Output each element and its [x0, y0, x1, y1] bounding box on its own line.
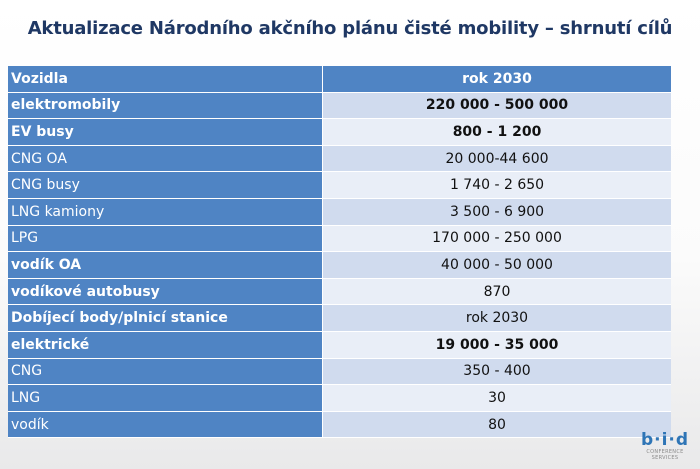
header-year: rok 2030 [323, 66, 672, 92]
row-label: LNG kamiony [8, 198, 323, 225]
targets-table [8, 66, 671, 438]
row-label: EV busy [8, 119, 323, 146]
table-row [8, 278, 671, 305]
bid-logo [638, 431, 692, 461]
row-label: elektrické [8, 331, 323, 358]
table-row [8, 358, 671, 385]
row-value: 220 000 - 500 000 [323, 92, 672, 119]
header-vehicles: Vozidla [8, 66, 323, 92]
table-row [8, 252, 671, 279]
row-label: CNG [8, 358, 323, 385]
table-row [8, 331, 671, 358]
row-value: 870 [323, 278, 672, 305]
table-row [8, 92, 671, 119]
row-label: CNG busy [8, 172, 323, 199]
row-value: rok 2030 [323, 305, 672, 332]
table-row [8, 385, 671, 412]
row-value: 1 740 - 2 650 [323, 172, 672, 199]
table-row [8, 145, 671, 172]
row-value: 800 - 1 200 [323, 119, 672, 146]
logo-mark: b·i·d [640, 430, 690, 450]
table-row [8, 411, 671, 438]
row-value: 350 - 400 [323, 358, 672, 385]
row-label: LNG [8, 385, 323, 412]
table-header-row [8, 66, 671, 92]
row-value: 19 000 - 35 000 [323, 331, 672, 358]
row-label: vodíkové autobusy [8, 278, 323, 305]
row-label: vodík OA [8, 252, 323, 279]
row-value: 170 000 - 250 000 [323, 225, 672, 252]
table-row [8, 119, 671, 146]
table-row [8, 305, 671, 332]
table-row [8, 172, 671, 199]
row-value: 30 [323, 385, 672, 412]
row-label: CNG OA [8, 145, 323, 172]
row-value: 20 000-44 600 [323, 145, 672, 172]
row-value: 3 500 - 6 900 [323, 198, 672, 225]
row-label: Dobíjecí body/plnicí stanice [8, 305, 323, 332]
slide-title: Aktualizace Národního akčního plánu čisté mobility – shrnutí cílů [27, 18, 673, 39]
table-row [8, 198, 671, 225]
row-label: vodík [8, 411, 323, 438]
row-value: 40 000 - 50 000 [323, 252, 672, 279]
row-value: 80 [323, 411, 672, 438]
row-label: LPG [8, 225, 323, 252]
row-label: elektromobily [8, 92, 323, 119]
table-row [8, 225, 671, 252]
logo-subtitle: CONFERENCE SERVICES [646, 449, 684, 461]
